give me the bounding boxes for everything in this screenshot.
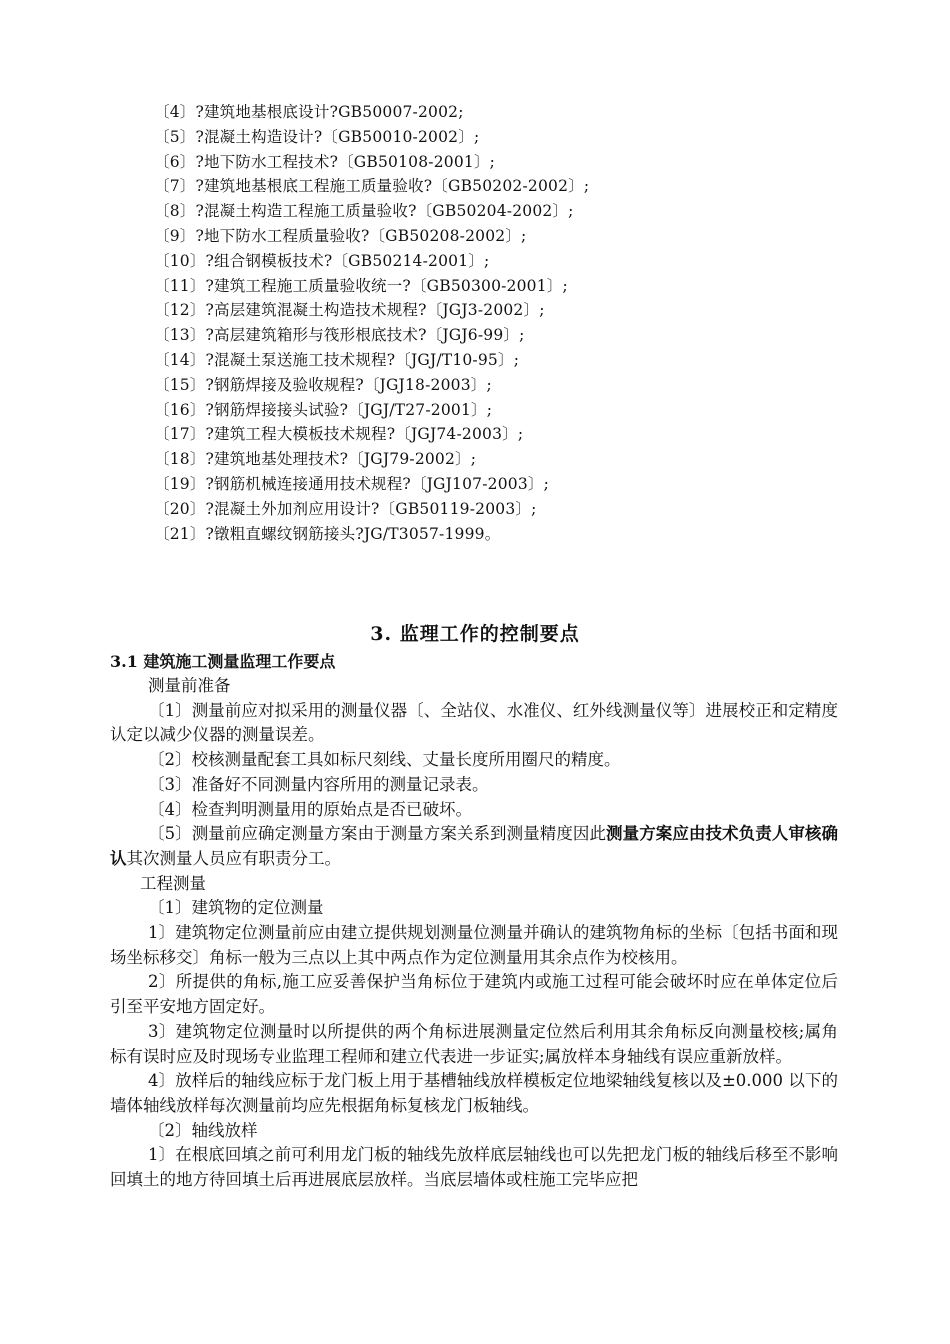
reference-item: 〔8〕?混凝土构造工程施工质量验收?〔GB50204-2002〕; [154, 202, 574, 221]
paragraph: 1〕在根底回填之前可利用龙门板的轴线先放样底层轴线也可以先把龙门板的轴线后移至不影响回填土的地方待回填土后再进展底层放样。当底层墙体或柱施工完毕应把 [110, 1145, 838, 1190]
reference-item: 〔17〕?建筑工程大模板技术规程?〔JGJ74-2003〕; [154, 425, 524, 444]
paragraph: 〔3〕准备好不同测量内容所用的测量记录表。 [148, 774, 489, 794]
paragraph: 4〕放样后的轴线应标于龙门板上用于基槽轴线放样模板定位地梁轴线复核以及±0.000 以下的墙体轴线放样每次测量前均应先根据角标复核龙门板轴线。 [110, 1071, 838, 1115]
reference-item: 〔6〕?地下防水工程技术?〔GB50108-2001〕; [154, 152, 496, 171]
reference-item: 〔9〕?地下防水工程质量验收?〔GB50208-2002〕; [154, 226, 527, 245]
reference-item: 〔13〕?高层建筑箱形与筏形根底技术?〔JGJ6-99〕; [154, 326, 525, 345]
pos-heading: 〔1〕建筑物的定位测量 [148, 898, 324, 918]
paragraph: 〔2〕校核测量配套工具如标尺刻线、丈量长度所用圈尺的精度。 [148, 750, 621, 770]
prep-heading: 测量前准备 [148, 676, 231, 695]
reference-item: 〔12〕?高层建筑混凝土构造技术规程?〔JGJ3-2002〕; [154, 301, 545, 320]
body-text [110, 674, 838, 1193]
paragraph: 〔1〕测量前应对拟采用的测量仪器〔、全站仪、水准仪、红外线测量仪等〕进展校正和定精度认定以减少仪器的测量误差。 [110, 700, 838, 745]
paragraph: 〔4〕检查判明测量用的原始点是否已破坏。 [148, 799, 472, 819]
reference-item: 〔16〕?钢筋焊接接头试验?〔JGJ/T27-2001〕; [154, 400, 493, 419]
paragraph: 1〕建筑物定位测量前应由建立提供规划测量位测量并确认的建筑物角标的坐标〔包括书面和现场坐标移交〕角标一般为三点以上其中两点作为定位测量用其余点作为校核用。 [110, 923, 838, 967]
reference-item: 〔21〕?镦粗直螺纹钢筋接头?JG/T3057-1999。 [154, 524, 501, 543]
reference-item: 〔11〕?建筑工程施工质量验收统一?〔GB50300-2001〕; [154, 276, 568, 295]
subsection-title: 3.1 建筑施工测量监理工作要点 [110, 652, 336, 671]
eng-heading: 工程测量 [140, 873, 206, 893]
emphasis-text: 测量方案应由技术负责人审核确认 [110, 824, 838, 868]
paragraph [110, 822, 838, 871]
reference-item: 〔15〕?钢筋焊接及验收规程?〔JGJ18-2003〕; [154, 375, 492, 394]
reference-item: 〔19〕?钢筋机械连接通用技术规程?〔JGJ107-2003〕; [154, 474, 550, 493]
paragraph: 3〕建筑物定位测量时以所提供的两个角标进展测量定位然后利用其余角标反向测量校核;属角标有误时应及时现场专业监理工程师和建立代表进一步证实;属放样本身轴线有误应重新放样。 [110, 1021, 838, 1066]
reference-item: 〔4〕?建筑地基根底设计?GB50007-2002; [154, 103, 464, 121]
paragraph-text: 〔5〕测量前应确定测量方案由于测量方案关系到测量精度因此 [148, 824, 607, 844]
reference-item: 〔7〕?建筑地基根底工程施工质量验收?〔GB50202-2002〕; [154, 177, 590, 196]
reference-item: 〔5〕?混凝土构造设计?〔GB50010-2002〕; [154, 127, 480, 146]
reference-item: 〔14〕?混凝土泵送施工技术规程?〔JGJ/T10-95〕; [154, 350, 520, 369]
section-title: 3. 监理工作的控制要点 [370, 623, 580, 645]
reference-item: 〔10〕?组合钢模板技术?〔GB50214-2001〕; [154, 251, 490, 270]
axis-heading: 〔2〕轴线放样 [148, 1120, 258, 1140]
reference-item: 〔20〕?混凝土外加剂应用设计?〔GB50119-2003〕; [154, 499, 537, 518]
paragraph: 2〕所提供的角标,施工应妥善保护当角标位于建筑内或施工过程可能会破坏时应在单体定位后引至平安地方固定好。 [110, 972, 838, 1017]
paragraph-text: 其次测量人员应有职责分工。 [126, 848, 341, 868]
reference-item: 〔18〕?建筑地基处理技术?〔JGJ79-2002〕; [154, 450, 477, 469]
reference-list [154, 100, 894, 546]
